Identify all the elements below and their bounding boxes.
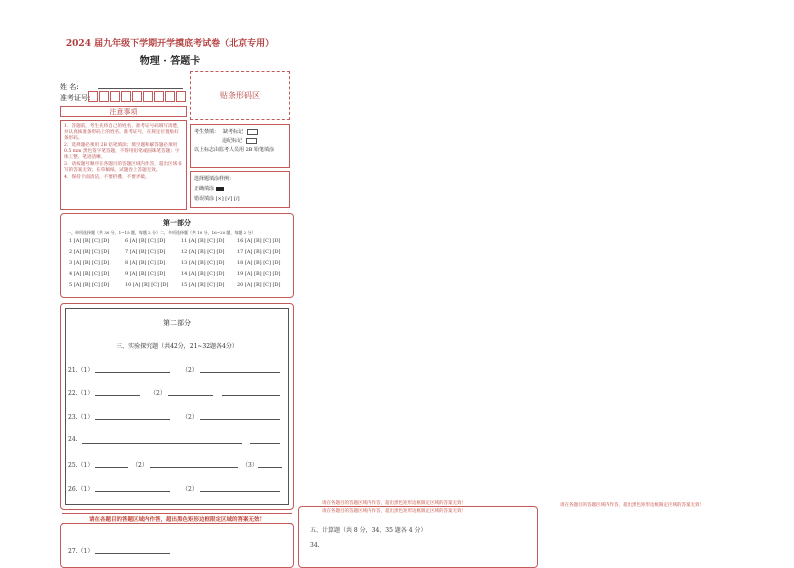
part4-section-title: 五、计算题（共 8 分，34、35 题各 4 分） xyxy=(310,527,427,534)
mcq-row[interactable]: 12 [A] [B] [C] [D] xyxy=(181,249,225,255)
notice-item: 1．答题前，考生先将自己的姓名、准考证号码填写清楚，并认真核准条形码上的姓名、准考证号，在规定位置贴好条形码。 xyxy=(64,124,182,141)
mcq-column xyxy=(181,236,224,291)
ticket-box[interactable] xyxy=(132,91,142,102)
correct-fill-sample xyxy=(216,187,224,191)
q34-label: 34. xyxy=(310,542,320,549)
part2-section-title: 三、实验探究题（共42分，21~32题各4分） xyxy=(116,343,238,350)
page-subtitle: 物理 · 答题卡 xyxy=(139,56,201,67)
mcq-row[interactable]: 20 [A] [B] [C] [D] xyxy=(237,282,281,288)
mcq-row[interactable]: 8 [A] [B] [C] [D] xyxy=(125,260,166,266)
name-line[interactable] xyxy=(98,88,183,89)
q25b-answer-line[interactable] xyxy=(150,467,238,468)
q25c-answer-line[interactable] xyxy=(258,467,282,468)
absent-checkbox[interactable] xyxy=(247,129,258,135)
q25-label: 25.（1） xyxy=(68,462,94,469)
ticket-box[interactable] xyxy=(143,91,153,102)
q23b-label: （2） xyxy=(182,414,198,421)
barcode-area xyxy=(190,71,290,120)
mcq-row[interactable]: 4 [A] [B] [C] [D] xyxy=(69,271,110,277)
part1-heading: 第一部分 xyxy=(163,218,191,227)
warning-text-mid: 请在各题目的答题区域内作答，超出黑色矩形边框限定区域的答案无效！ xyxy=(322,501,466,506)
ticket-number-boxes[interactable] xyxy=(88,91,186,102)
name-label: 姓 名: xyxy=(60,83,79,91)
mcq-row[interactable]: 14 [A] [B] [C] [D] xyxy=(181,271,225,277)
proctor-mark-box xyxy=(190,124,290,168)
q23-answer-line[interactable] xyxy=(95,419,170,420)
absent-label: 缺考标记 xyxy=(223,129,244,135)
q21b-answer-line[interactable] xyxy=(200,372,280,373)
mark-note: 以上标志由监考人员用 2B 铅笔填涂 xyxy=(194,147,275,153)
q23b-answer-line[interactable] xyxy=(200,419,280,420)
mcq-column xyxy=(69,236,109,291)
notice-item: 2．选择题必须用 2B 铅笔填涂；填空题和解答题必须用 0.5 mm 黑色签字笔答题，不得用铅笔或圆珠笔答题；字体工整、笔迹清晰。 xyxy=(64,143,180,160)
page-title: 2024 届九年级下学期开学摸底考试卷（北京专用） xyxy=(65,39,275,49)
mark-label: 考生禁填： xyxy=(194,129,220,135)
q27-label: 27.（1） xyxy=(68,548,94,555)
notice-item: 4．保持卡面清洁，不要折叠、不要弄破。 xyxy=(64,175,150,180)
part2-heading: 第二部分 xyxy=(163,319,191,327)
q21-label: 21.（1） xyxy=(68,367,94,374)
q26-answer-line[interactable] xyxy=(95,491,170,492)
warning-text: 请在各题目的答题区域内作答，超出黑色矩形边框限定区域的答案无效！ xyxy=(88,516,265,523)
mcq-row[interactable]: 9 [A] [B] [C] [D] xyxy=(125,271,166,277)
part2-answer-frame xyxy=(65,308,289,505)
mcq-row[interactable]: 5 [A] [B] [C] [D] xyxy=(69,282,110,288)
barcode-label: 贴条形码区 xyxy=(220,91,260,100)
fill-correct-label: 正确填涂 xyxy=(194,186,215,192)
fill-wrong-label: 错误填涂 [×] [√] [/] xyxy=(194,196,240,202)
ticket-box[interactable] xyxy=(88,91,98,102)
q25b-label: （2） xyxy=(132,462,148,469)
notice-item: 3．请按题号顺序在各题目的答题区域内作答，超出区域书写的答案无效；在草稿纸、试题卷上答题无效。 xyxy=(64,162,182,173)
ticket-box[interactable] xyxy=(154,91,164,102)
warning-text-right: 请在各题目的答题区域内作答，超出黑色矩形边框限定区域的答案无效！ xyxy=(560,503,704,508)
q21-answer-line[interactable] xyxy=(95,372,170,373)
notice-heading: 注意事项 xyxy=(60,106,187,117)
q22c-answer-line[interactable] xyxy=(222,395,280,396)
q24-answer-line[interactable] xyxy=(82,443,242,444)
mcq-row[interactable]: 6 [A] [B] [C] [D] xyxy=(125,238,166,244)
violation-checkbox[interactable] xyxy=(246,138,257,144)
ticket-box[interactable] xyxy=(121,91,131,102)
q22-label: 22.（1） xyxy=(68,390,94,397)
q26b-answer-line[interactable] xyxy=(200,491,280,492)
mcq-row[interactable]: 17 [A] [B] [C] [D] xyxy=(237,249,281,255)
warning-text-mid-2: 请在各题目的答题区域内作答，超出黑色矩形边框限定区域的答案无效！ xyxy=(322,509,466,514)
fill-example-box xyxy=(190,171,290,208)
q22b-label: （2） xyxy=(150,390,166,397)
ticket-box[interactable] xyxy=(176,91,186,102)
q22-answer-line[interactable] xyxy=(95,395,140,396)
part2-section xyxy=(60,303,294,510)
q23-label: 23.（1） xyxy=(68,414,94,421)
q26-label: 26.（1） xyxy=(68,486,94,493)
mcq-row[interactable]: 7 [A] [B] [C] [D] xyxy=(125,249,166,255)
mcq-column xyxy=(125,236,168,291)
q27-answer-line[interactable] xyxy=(95,553,170,554)
q24-label: 24. xyxy=(68,436,78,443)
violation-label: 违纪标记 xyxy=(222,138,243,144)
q21b-label: （2） xyxy=(182,367,198,374)
ticket-label: 准考证号: xyxy=(60,94,91,102)
mcq-row[interactable]: 18 [A] [B] [C] [D] xyxy=(237,260,281,266)
part4-section xyxy=(298,506,538,568)
mcq-row[interactable]: 13 [A] [B] [C] [D] xyxy=(181,260,225,266)
ticket-box[interactable] xyxy=(99,91,109,102)
mcq-row[interactable]: 16 [A] [B] [C] [D] xyxy=(237,238,281,244)
mcq-row[interactable]: 1 [A] [B] [C] [D] xyxy=(69,238,110,244)
q24b-answer-line[interactable] xyxy=(250,443,280,444)
fill-example-title: 选择题填涂样例： xyxy=(194,176,235,182)
mcq-row[interactable]: 10 [A] [B] [C] [D] xyxy=(125,282,169,288)
part1-section xyxy=(60,213,294,298)
mcq-row[interactable]: 19 [A] [B] [C] [D] xyxy=(237,271,281,277)
part3-section xyxy=(60,523,294,568)
mcq-column xyxy=(237,236,280,291)
mcq-row[interactable]: 3 [A] [B] [C] [D] xyxy=(69,260,110,266)
part1-subheading: 一、单项选择题（共 30 分，1~15 题，每题 2 分）二、多项选择题（共 10 分，16~20 题，每题 2 分） xyxy=(67,230,256,235)
ticket-box[interactable] xyxy=(110,91,120,102)
mcq-row[interactable]: 2 [A] [B] [C] [D] xyxy=(69,249,110,255)
notice-box xyxy=(60,120,187,210)
q25-answer-line[interactable] xyxy=(95,467,128,468)
ticket-box[interactable] xyxy=(165,91,175,102)
mcq-row[interactable]: 11 [A] [B] [C] [D] xyxy=(181,238,225,244)
q26b-label: （2） xyxy=(182,486,198,493)
q25c-label: （3） xyxy=(242,462,258,469)
mcq-row[interactable]: 15 [A] [B] [C] [D] xyxy=(181,282,225,288)
q22b-answer-line[interactable] xyxy=(168,395,213,396)
